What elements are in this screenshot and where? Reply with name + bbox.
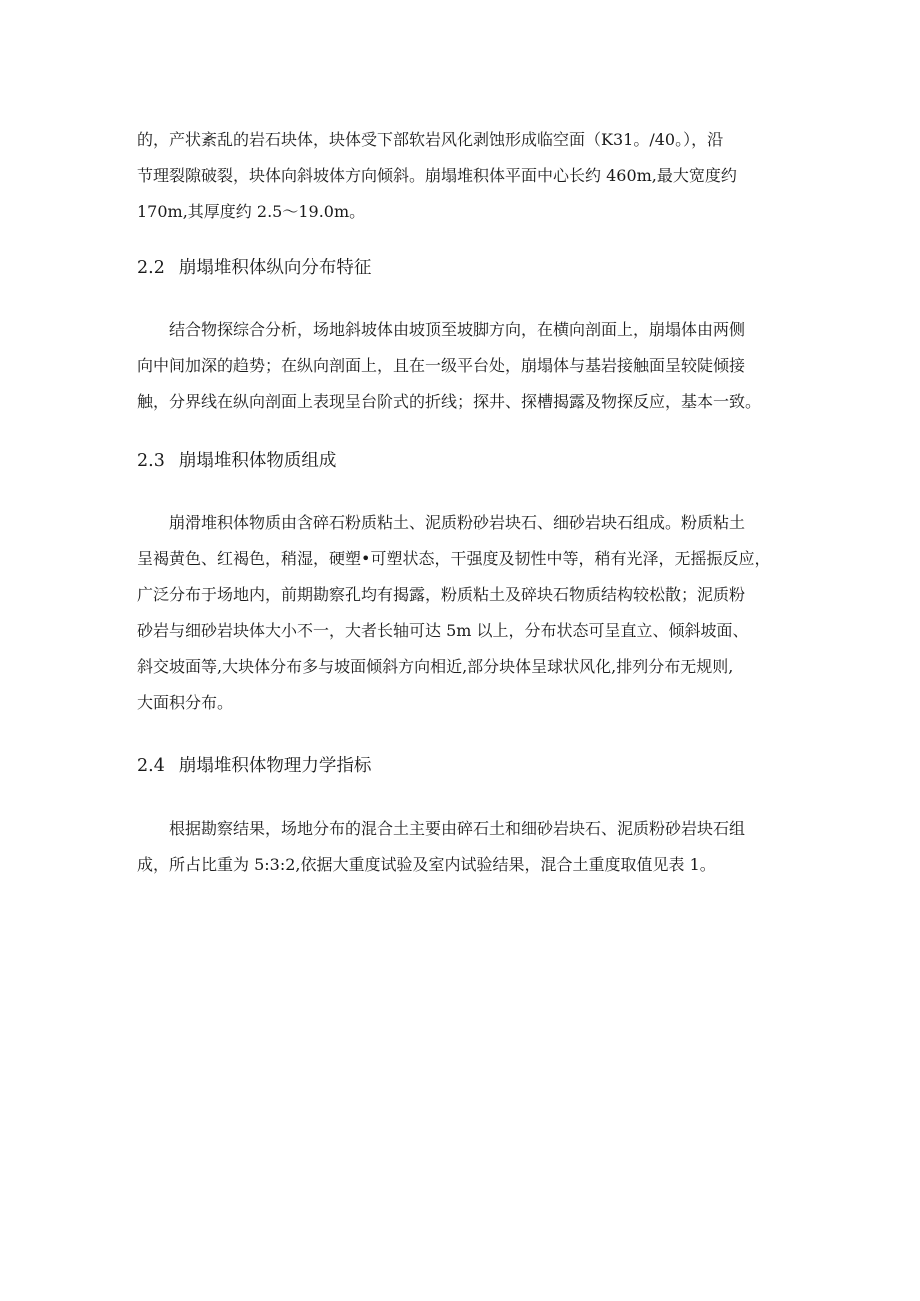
paragraph-line: 结合物探综合分析，场地斜坡体由坡顶至坡脚方向，在横向剖面上，崩塌体由两侧 xyxy=(169,320,746,339)
paragraph-line: 大面积分布。 xyxy=(137,693,234,712)
section-heading-2-4 xyxy=(137,751,371,781)
section-number: 2.3 xyxy=(137,451,165,471)
section-2-4-paragraph xyxy=(137,811,802,883)
section-title: 崩塌堆积体纵向分布特征 xyxy=(178,258,372,278)
paragraph-line: 170m,其厚度约 2.5～19.0m。 xyxy=(137,202,366,221)
paragraph-line: 根据勘察结果，场地分布的混合土主要由碎石土和细砂岩块石、泥质粉砂岩块石组 xyxy=(169,819,746,838)
section-number: 2.2 xyxy=(137,258,165,278)
paragraph-line: 的，产状紊乱的岩石块体，块体受下部软岩风化剥蚀形成临空面（K31。/40。），沿 xyxy=(137,130,724,149)
intro-paragraph xyxy=(137,122,802,230)
paragraph-line: 砂岩与细砂岩块体大小不一，大者长轴可达 5m 以上，分布状态可呈直立、倾斜坡面、 xyxy=(137,621,749,640)
section-heading-2-2 xyxy=(137,253,371,283)
section-title: 崩塌堆积体物理力学指标 xyxy=(178,756,372,776)
section-2-2-paragraph xyxy=(137,312,802,420)
section-title: 崩塌堆积体物质组成 xyxy=(178,451,337,471)
section-2-3-paragraph xyxy=(137,505,802,721)
paragraph-line: 向中间加深的趋势；在纵向剖面上，且在一级平台处，崩塌体与基岩接触面呈较陡倾接 xyxy=(137,356,746,375)
paragraph-line: 触，分界线在纵向剖面上表现呈台阶式的折线；探井、探槽揭露及物探反应，基本一致。 xyxy=(137,392,762,411)
paragraph-line: 崩滑堆积体物质由含碎石粉质粘土、泥质粉砂岩块石、细砂岩块石组成。粉质粘土 xyxy=(169,513,746,532)
section-number: 2.4 xyxy=(137,756,165,776)
paragraph-line: 广泛分布于场地内，前期勘察孔均有揭露，粉质粘土及碎块石物质结构较松散；泥质粉 xyxy=(137,585,746,604)
paragraph-line: 节理裂隙破裂，块体向斜坡体方向倾斜。崩塌堆积体平面中心长约 460m,最大宽度约 xyxy=(137,166,737,185)
section-heading-2-3 xyxy=(137,446,336,476)
paragraph-line: 呈褐黄色、红褐色，稍湿，硬塑•可塑状态，干强度及韧性中等，稍有光泽，无摇振反应， xyxy=(137,549,771,568)
paragraph-line: 成，所占比重为 5:3:2,依据大重度试验及室内试验结果，混合土重度取值见表 1。 xyxy=(137,855,716,874)
paragraph-line: 斜交坡面等,大块体分布多与坡面倾斜方向相近,部分块体呈球状风化,排列分布无规则, xyxy=(137,657,734,676)
